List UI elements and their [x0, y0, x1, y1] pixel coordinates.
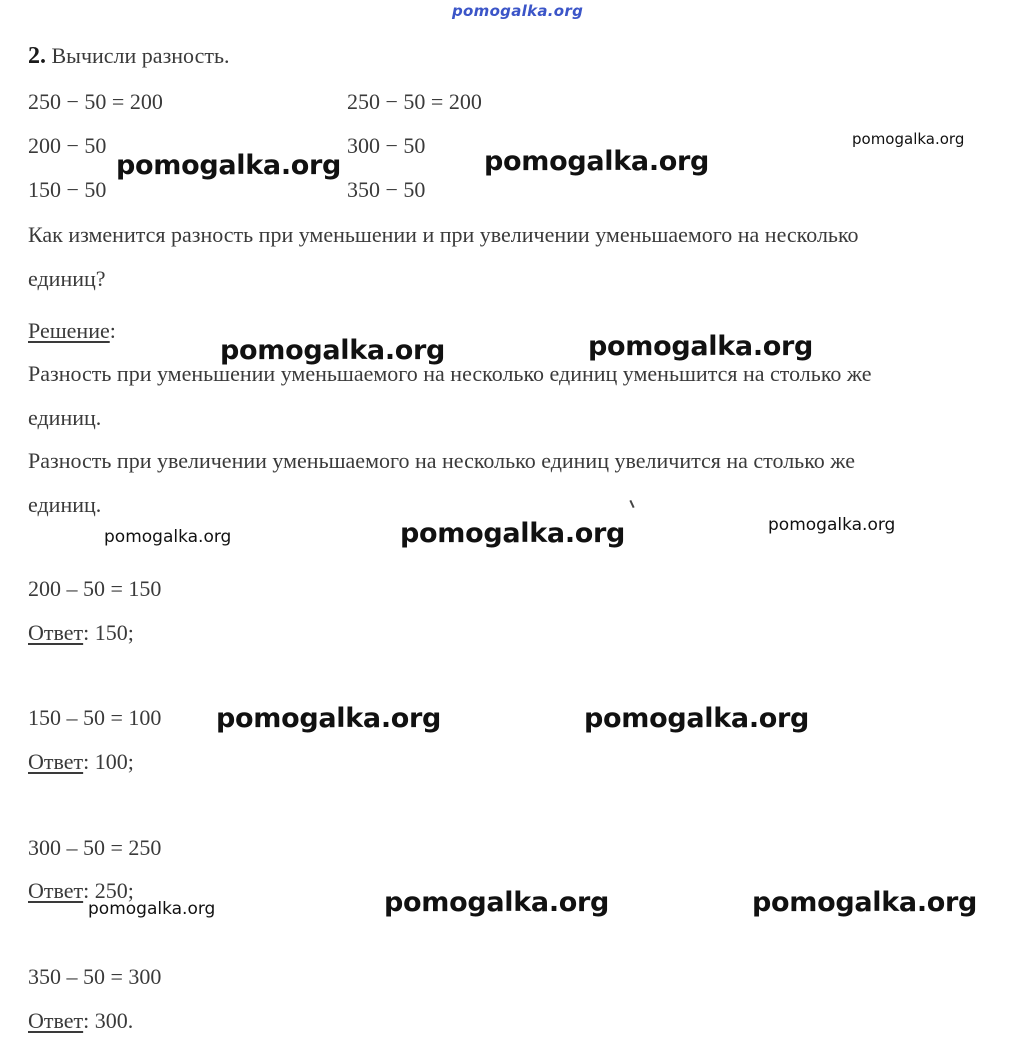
watermark: pomogalka.org — [852, 130, 965, 148]
example-right-3: 350 − 50 — [347, 177, 426, 202]
answer-4-value: : 300. — [83, 1008, 134, 1033]
solution-heading — [28, 320, 116, 342]
task-title: Вычисли разность. — [51, 43, 230, 68]
watermark: pomogalka.org — [88, 899, 216, 919]
answer-2-label: Ответ — [28, 749, 84, 774]
answer-4 — [28, 1010, 133, 1032]
watermark-top: pomogalka.org — [452, 2, 584, 20]
solution-p2-line-1: Разность при увеличении уменьшаемого на несколько единиц увеличится на столько же — [28, 448, 855, 473]
example-right-1: 250 − 50 = 200 — [347, 89, 482, 114]
answer-4-equation: 350 – 50 = 300 — [28, 964, 162, 989]
watermark: pomogalka.org — [584, 703, 810, 734]
answer-3-value: : 250; — [83, 878, 134, 903]
solution-colon: : — [109, 318, 116, 343]
question-line-2: единиц? — [28, 266, 106, 291]
stray-mark — [629, 500, 634, 508]
task-header — [28, 44, 230, 68]
example-left-2: 200 − 50 — [28, 133, 107, 158]
answer-1-equation: 200 – 50 = 150 — [28, 576, 162, 601]
solution-p1-line-2: единиц. — [28, 405, 102, 430]
task-number: 2. — [28, 43, 46, 69]
solution-p2-line-2: единиц. — [28, 492, 102, 517]
watermark: pomogalka.org — [400, 518, 626, 549]
answer-1-value: : 150; — [83, 620, 134, 645]
solution-label: Решение — [28, 318, 110, 343]
answer-2-value: : 100; — [83, 749, 134, 774]
watermark: pomogalka.org — [768, 515, 896, 535]
answer-4-label: Ответ — [28, 1008, 84, 1033]
watermark: pomogalka.org — [752, 887, 978, 918]
answer-2-equation: 150 – 50 = 100 — [28, 705, 162, 730]
answer-2 — [28, 751, 134, 773]
example-left-1: 250 − 50 = 200 — [28, 89, 163, 114]
solution-p1-line-1: Разность при уменьшении уменьшаемого на несколько единиц уменьшится на столько же — [28, 361, 872, 386]
question-line-1: Как изменится разность при уменьшении и при увеличении уменьшаемого на несколько — [28, 222, 859, 247]
watermark: pomogalka.org — [384, 887, 610, 918]
watermark: pomogalka.org — [216, 703, 442, 734]
example-right-2: 300 − 50 — [347, 133, 426, 158]
answer-1-label: Ответ — [28, 620, 84, 645]
watermark: pomogalka.org — [220, 335, 446, 366]
watermark: pomogalka.org — [588, 331, 814, 362]
watermark: pomogalka.org — [484, 146, 710, 177]
answer-3-label: Ответ — [28, 878, 84, 903]
watermark: pomogalka.org — [116, 150, 342, 181]
answer-1 — [28, 622, 134, 644]
answer-3-equation: 300 – 50 = 250 — [28, 835, 162, 860]
watermark: pomogalka.org — [104, 527, 232, 547]
example-left-3: 150 − 50 — [28, 177, 107, 202]
